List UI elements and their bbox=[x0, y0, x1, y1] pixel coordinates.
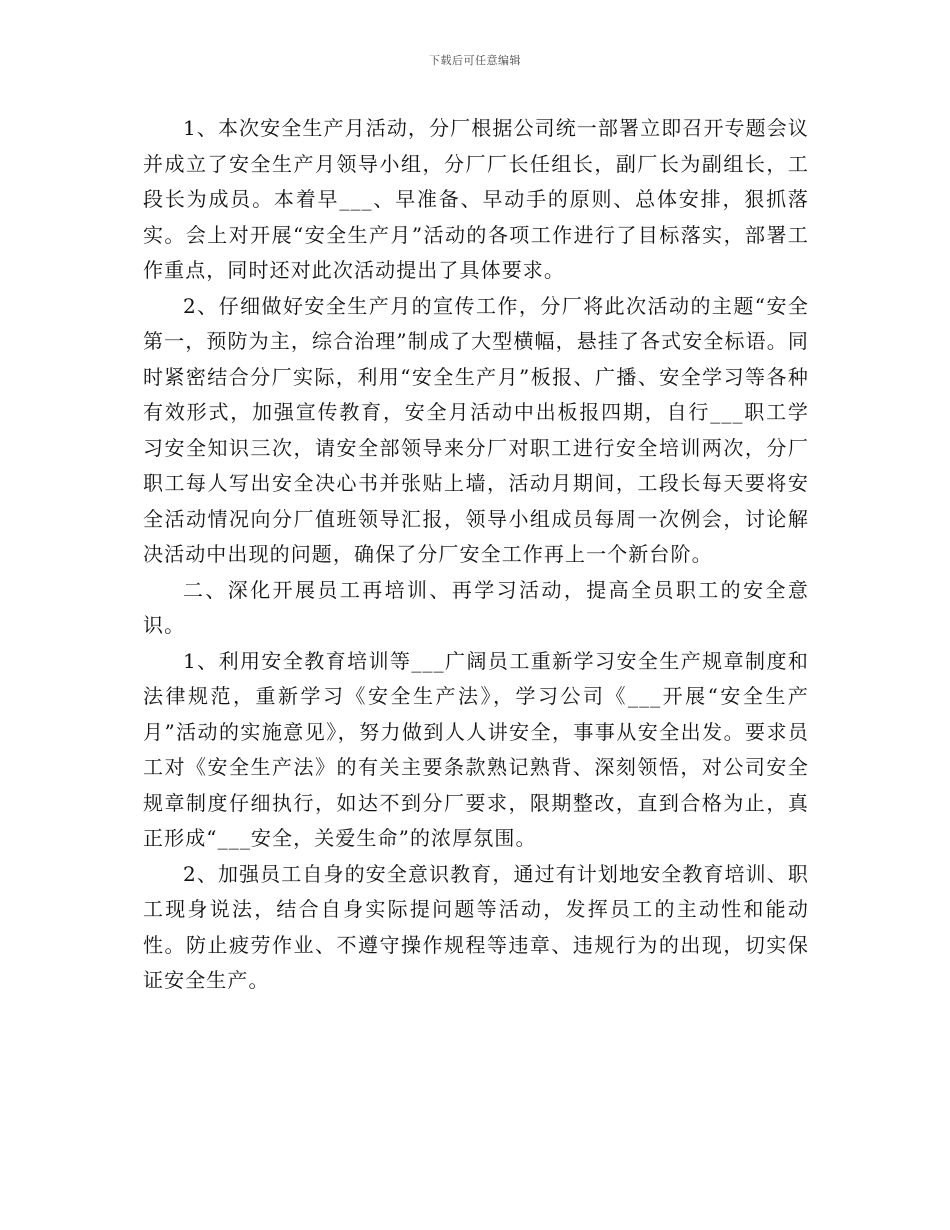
page-header: 下载后可任意编辑 bbox=[429, 54, 521, 67]
paragraph-3: 1、利用安全教育培训等___广阔员工重新学习安全生产规章制度和法律规范，重新学习《安全生产法》，学习公司《___开展“安全生产月”活动的实施意见》，努力做到人人讲安全，事事从安全出发。要求员工对《安全生产法》的有关主要条款熟记熟背、深刻领悟，对公司安全规章制度仔细执行，如达不到分厂要求，限期整改，直到合格为止，真正形成“___安全，关爱生命”的浓厚氛围。 bbox=[143, 648, 809, 850]
paragraph-2: 2、仔细做好安全生产月的宣传工作，分厂将此次活动的主题“安全第一，预防为主，综合治理”制成了大型横幅，悬挂了各式安全标语。同时紧密结合分厂实际，利用“安全生产月”板报、广播、安全学习等各种有效形式，加强宣传教育，安全月活动中出板报四期，自行___职工学习安全知识三次，请安全部领导来分厂对职工进行安全培训两次，分厂职工每人写出安全决心书并张贴上墙，活动月期间，工段长每天要将安全活动情况向分厂值班领导汇报，领导小组成员每周一次例会，讨论解决活动中出现的问题，确保了分厂安全工作再上一个新台阶。 bbox=[143, 293, 809, 566]
section-heading: 二、深化开展员工再培训、再学习活动，提高全员职工的安全意识。 bbox=[143, 577, 809, 637]
paragraph-1: 1、本次安全生产月活动，分厂根据公司统一部署立即召开专题会议并成立了安全生产月领导小组，分厂厂长任组长，副厂长为副组长，工段长为成员。本着早___、早准备、早动手的原则、总体安排，狠抓落实。会上对开展“安全生产月”活动的各项工作进行了目标落实，部署工作重点，同时还对此次活动提出了具体要求。 bbox=[143, 116, 809, 282]
paragraph-4: 2、加强员工自身的安全意识教育，通过有计划地安全教育培训、职工现身说法，结合自身实际提问题等活动，发挥员工的主动性和能动性。防止疲劳作业、不遵守操作规程等违章、违规行为的出现，切实保证安全生产。 bbox=[143, 861, 809, 992]
document-body bbox=[143, 111, 809, 999]
